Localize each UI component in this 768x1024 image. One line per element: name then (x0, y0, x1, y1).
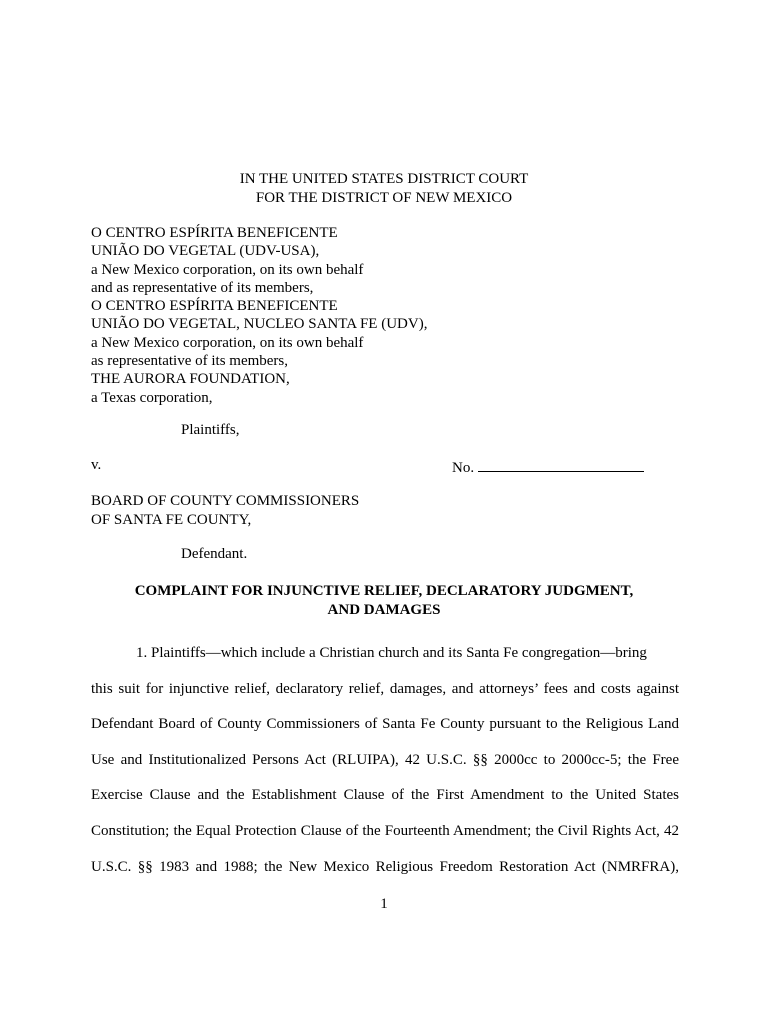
plaintiff-line: O CENTRO ESPÍRITA BENEFICENTE (91, 298, 338, 315)
plaintiff-line: as representative of its members, (91, 353, 289, 370)
page-number: 1 (380, 896, 388, 912)
paragraph-1 (91, 636, 679, 885)
plaintiff-line: THE AURORA FOUNDATION, (91, 371, 290, 388)
complaint-title (0, 582, 768, 619)
case-number-label: No. (452, 460, 475, 476)
court-heading-line-1: IN THE UNITED STATES DISTRICT COURT (239, 171, 529, 187)
complaint-title-line-1: COMPLAINT FOR INJUNCTIVE RELIEF, DECLARATORY JUDGMENT, (134, 583, 634, 599)
complaint-title-line-2: AND DAMAGES (327, 601, 441, 618)
plaintiff-line: UNIÃO DO VEGETAL, NUCLEO SANTA FE (UDV), (91, 316, 428, 333)
plaintiff-line: a New Mexico corporation, on its own behalf (91, 261, 364, 278)
plaintiffs-label: Plaintiffs, (181, 422, 240, 438)
paragraph-line: Constitution; the Equal Protection Clause of the Fourteenth Amendment; the Civil Rights Act, 42 (91, 822, 679, 839)
plaintiff-line: O CENTRO ESPÍRITA BENEFICENTE (91, 225, 338, 241)
plaintiff-line: a Texas corporation, (91, 389, 213, 406)
paragraph-line: U.S.C. §§ 1983 and 1988; the New Mexico Religious Freedom Restoration Act (NMRFRA), (91, 858, 679, 875)
plaintiff-line: a New Mexico corporation, on its own behalf (91, 334, 364, 351)
paragraph-line: Exercise Clause and the Establishment Clause of the First Amendment to the United States (91, 787, 679, 804)
defendant-label: Defendant. (181, 546, 248, 562)
defendant-line-2: OF SANTA FE COUNTY, (91, 511, 252, 528)
paragraph-line: 1. Plaintiffs—which include a Christian church and its Santa Fe congregation—bring (136, 645, 647, 661)
paragraph-line: this suit for injunctive relief, declaratory relief, damages, and attorneys’ fees and costs against (91, 680, 679, 697)
case-number-blank (478, 457, 644, 472)
plaintiffs-caption (91, 224, 511, 407)
defendant-caption (91, 492, 359, 529)
court-heading-line-2: FOR THE DISTRICT OF NEW MEXICO (255, 190, 513, 206)
court-heading (0, 170, 768, 208)
plaintiff-line: UNIÃO DO VEGETAL (UDV-USA), (91, 243, 320, 260)
versus-label: v. (91, 457, 102, 473)
paragraph-line: Defendant Board of County Commissioners of Santa Fe County pursuant to the Religious Land (91, 716, 679, 733)
plaintiff-line: and as representative of its members, (91, 279, 314, 296)
defendant-line-1: BOARD OF COUNTY COMMISSIONERS (91, 493, 360, 509)
case-number (452, 457, 644, 477)
paragraph-line: Use and Institutionalized Persons Act (RLUIPA), 42 U.S.C. §§ 2000cc to 2000cc-5; the Free (91, 751, 679, 768)
